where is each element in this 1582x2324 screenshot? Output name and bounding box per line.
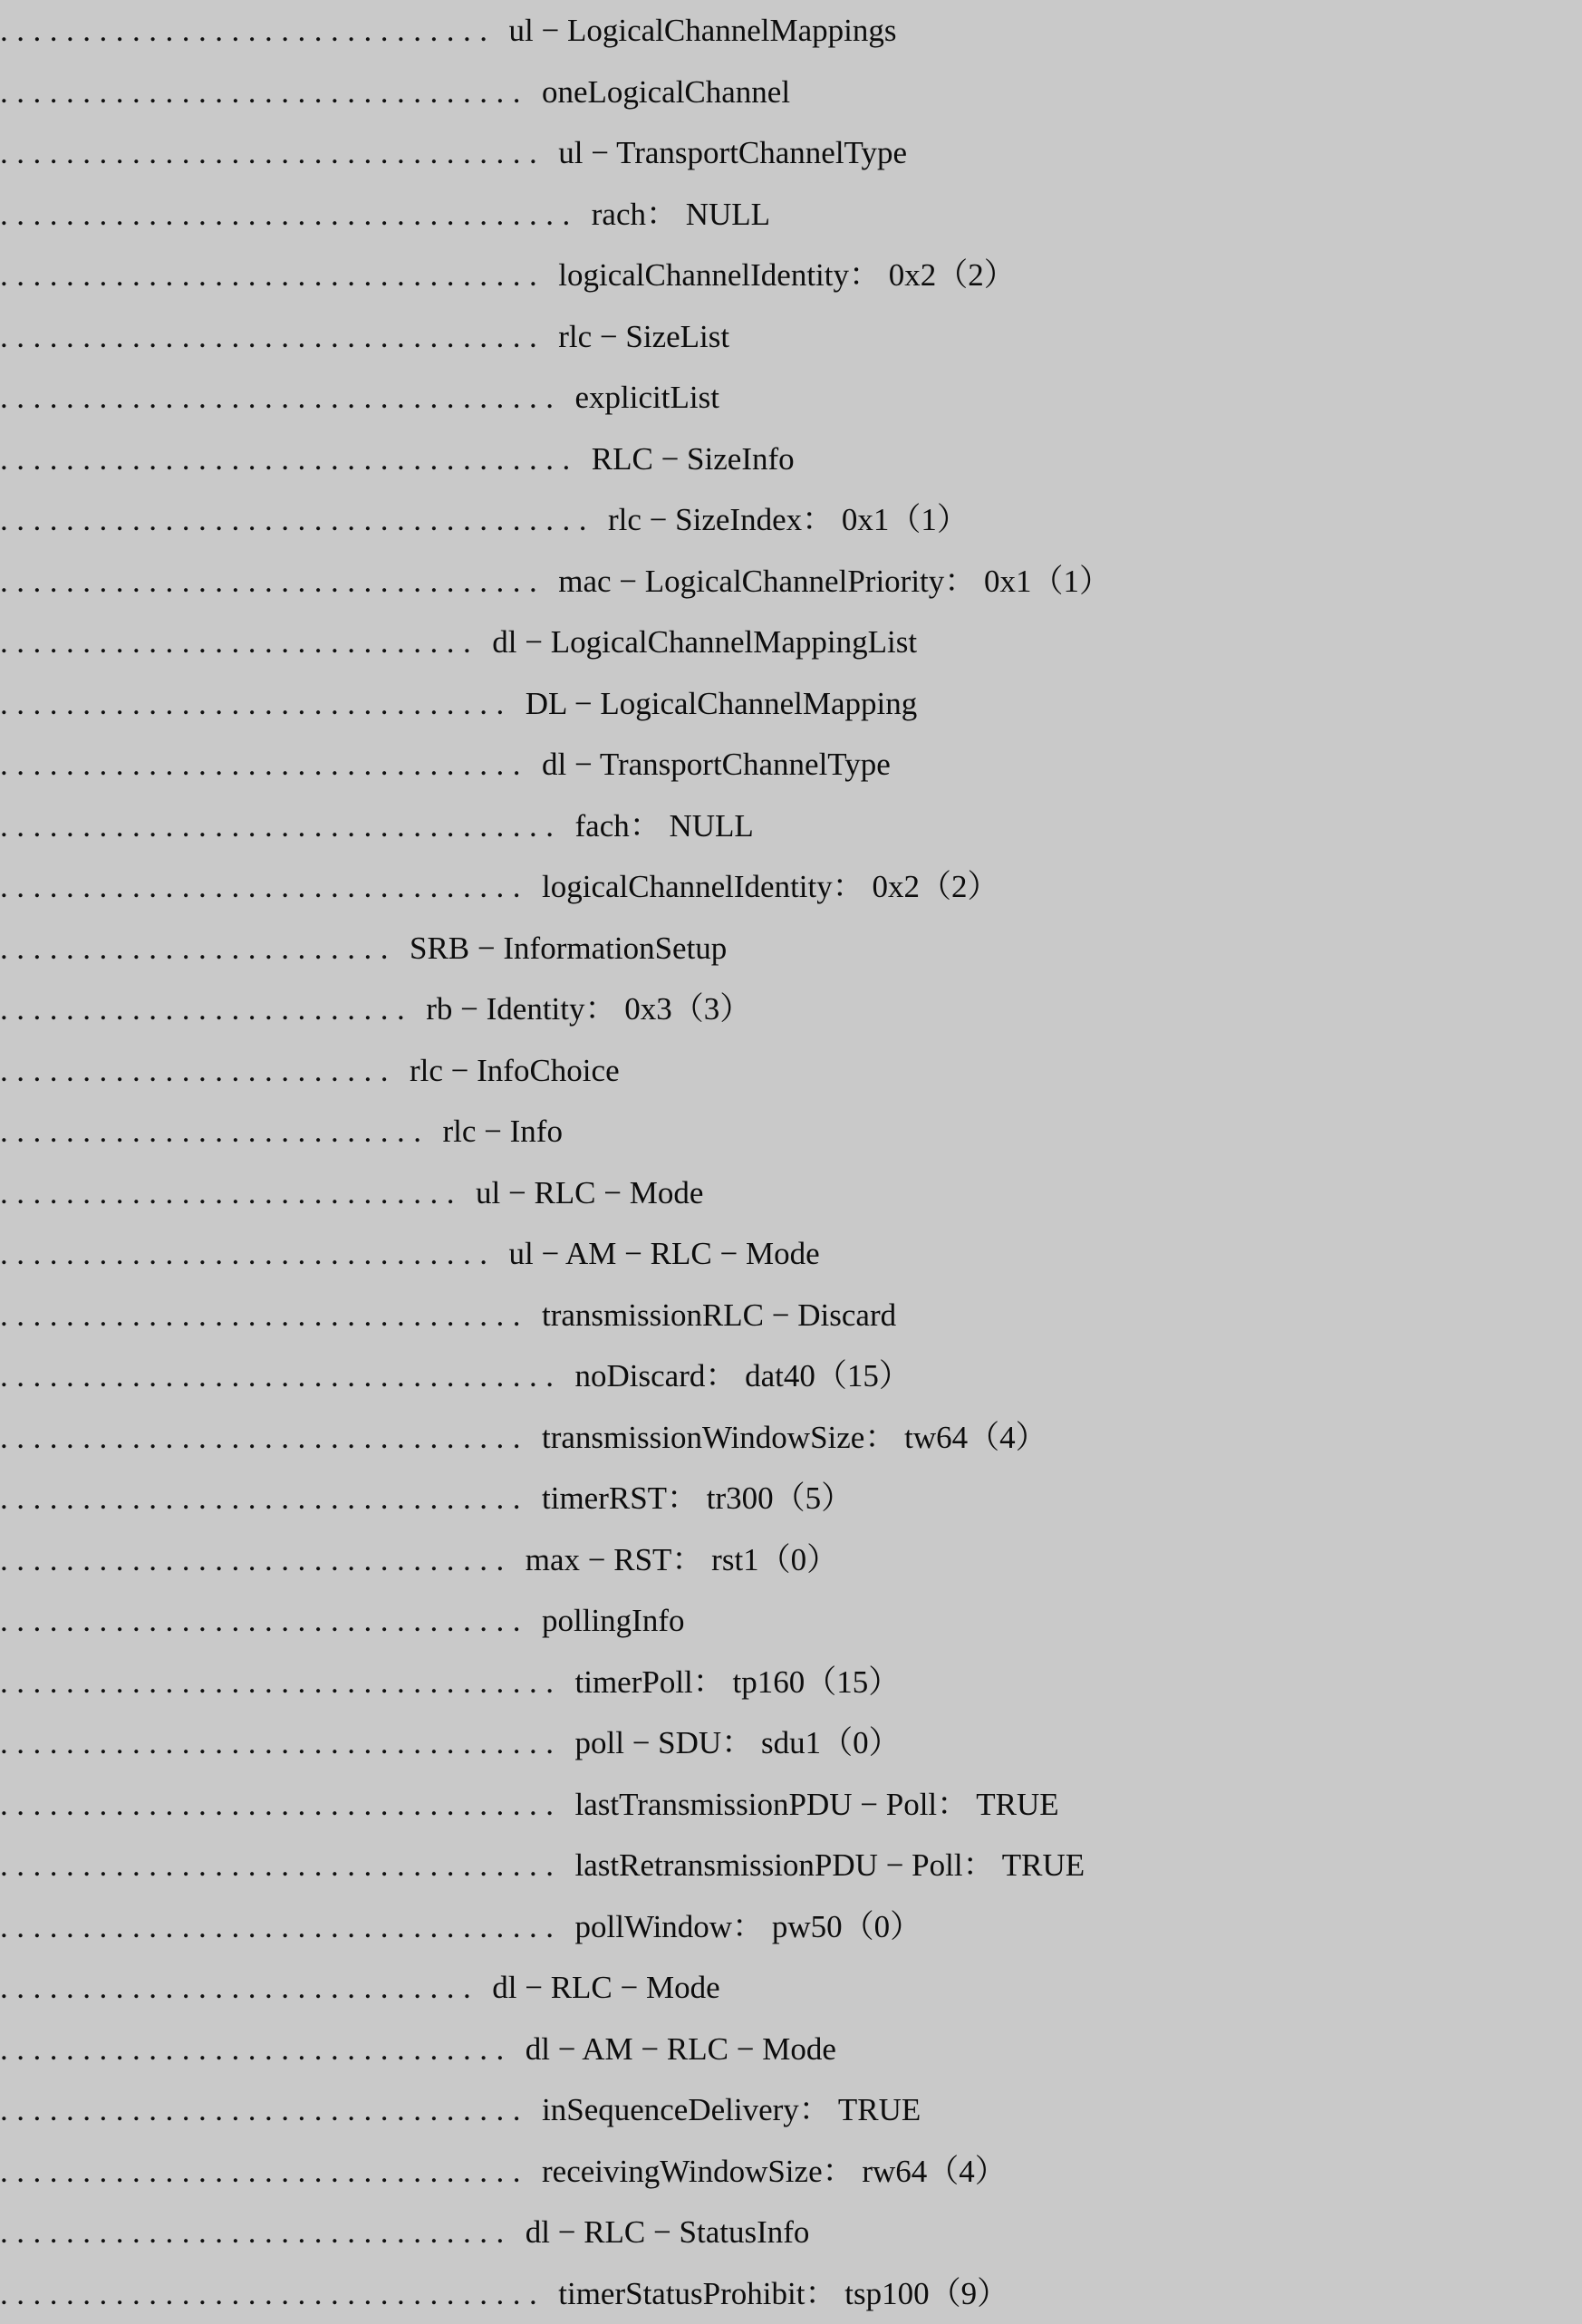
trace-line bbox=[0, 1896, 1582, 1958]
trace-line-label: lastTransmissionPDU − Poll： TRUE bbox=[563, 1774, 1059, 1836]
trace-line-label: inSequenceDelivery： TRUE bbox=[529, 2079, 921, 2141]
trace-line bbox=[0, 367, 1582, 429]
trace-line-indent-dots: .................................... bbox=[0, 489, 595, 551]
trace-line-indent-dots: ................................... bbox=[0, 184, 579, 246]
trace-line-label: logicalChannelIdentity： 0x2（2） bbox=[529, 856, 999, 918]
trace-line-indent-dots: ................................ bbox=[0, 1285, 529, 1346]
trace-line bbox=[0, 734, 1582, 796]
trace-line bbox=[0, 1101, 1582, 1162]
trace-line-indent-dots: ........................ bbox=[0, 918, 397, 979]
trace-line bbox=[0, 1712, 1582, 1774]
trace-line-indent-dots: ................................ bbox=[0, 2079, 529, 2141]
trace-line bbox=[0, 1407, 1582, 1469]
trace-line-indent-dots: ................................ bbox=[0, 734, 529, 796]
trace-line-indent-dots: .................................. bbox=[0, 1774, 563, 1836]
trace-line bbox=[0, 489, 1582, 551]
trace-line bbox=[0, 796, 1582, 857]
trace-line-label: transmissionWindowSize： tw64（4） bbox=[529, 1407, 1047, 1469]
trace-line-indent-dots: .................................. bbox=[0, 796, 563, 857]
trace-line-label: dl − TransportChannelType bbox=[529, 734, 891, 796]
trace-line-label: rlc − SizeIndex： 0x1（1） bbox=[595, 489, 969, 551]
trace-line-label: explicitList bbox=[563, 367, 719, 429]
trace-line bbox=[0, 122, 1582, 184]
trace-line bbox=[0, 1345, 1582, 1407]
trace-line bbox=[0, 551, 1582, 612]
trace-line-indent-dots: .................................. bbox=[0, 1835, 563, 1896]
trace-line bbox=[0, 62, 1582, 123]
trace-line-indent-dots: .................................. bbox=[0, 1345, 563, 1407]
trace-line bbox=[0, 979, 1582, 1040]
trace-line bbox=[0, 612, 1582, 673]
trace-line-label: RLC − SizeInfo bbox=[579, 429, 795, 490]
trace-line bbox=[0, 1835, 1582, 1896]
trace-line bbox=[0, 1652, 1582, 1713]
trace-line-label: rlc − InfoChoice bbox=[397, 1040, 620, 1102]
trace-line-label: dl − AM − RLC − Mode bbox=[513, 2019, 836, 2080]
trace-line-label: oneLogicalChannel bbox=[529, 62, 790, 123]
trace-line-indent-dots: ................................. bbox=[0, 551, 545, 612]
trace-line-label: ul − RLC − Mode bbox=[463, 1162, 703, 1224]
trace-line bbox=[0, 245, 1582, 306]
trace-line bbox=[0, 918, 1582, 979]
trace-line-indent-dots: ................................ bbox=[0, 856, 529, 918]
trace-line bbox=[0, 2202, 1582, 2263]
trace-line-indent-dots: ................................ bbox=[0, 2141, 529, 2203]
trace-line-indent-dots: ................................ bbox=[0, 1407, 529, 1469]
trace-line bbox=[0, 1285, 1582, 1346]
trace-line-label: rach： NULL bbox=[579, 184, 770, 246]
trace-line bbox=[0, 1529, 1582, 1591]
trace-line-indent-dots: ........................ bbox=[0, 1040, 397, 1102]
trace-line-label: timerStatusProhibit： tsp100（9） bbox=[545, 2263, 1008, 2324]
trace-line-indent-dots: .................................. bbox=[0, 1896, 563, 1958]
trace-line-indent-dots: ............................... bbox=[0, 673, 513, 735]
trace-line bbox=[0, 429, 1582, 490]
trace-line-label: logicalChannelIdentity： 0x2（2） bbox=[545, 245, 1016, 306]
trace-line-indent-dots: ................................. bbox=[0, 122, 545, 184]
trace-line-label: ul − TransportChannelType bbox=[545, 122, 907, 184]
trace-line-indent-dots: ................................. bbox=[0, 2263, 545, 2324]
trace-line-indent-dots: ................................... bbox=[0, 429, 579, 490]
trace-line-label: dl − RLC − StatusInfo bbox=[513, 2202, 810, 2263]
trace-line-indent-dots: ............................... bbox=[0, 2019, 513, 2080]
trace-line-label: lastRetransmissionPDU − Poll： TRUE bbox=[563, 1835, 1085, 1896]
trace-line-indent-dots: ................................. bbox=[0, 306, 545, 368]
trace-line-label: pollingInfo bbox=[529, 1590, 684, 1652]
trace-line-indent-dots: ................................ bbox=[0, 1468, 529, 1529]
trace-line bbox=[0, 673, 1582, 735]
trace-line-label: rlc − Info bbox=[430, 1101, 563, 1162]
trace-line bbox=[0, 306, 1582, 368]
trace-line bbox=[0, 2141, 1582, 2203]
trace-line-label: timerRST： tr300（5） bbox=[529, 1468, 853, 1529]
trace-line-label: DL − LogicalChannelMapping bbox=[513, 673, 918, 735]
trace-line bbox=[0, 2079, 1582, 2141]
trace-line-label: timerPoll： tp160（15） bbox=[563, 1652, 901, 1713]
trace-line bbox=[0, 184, 1582, 246]
trace-line-label: ul − AM − RLC − Mode bbox=[497, 1223, 820, 1285]
trace-line-indent-dots: .................................. bbox=[0, 1652, 563, 1713]
trace-line bbox=[0, 2019, 1582, 2080]
trace-line-label: max − RST： rst1（0） bbox=[513, 1529, 838, 1591]
trace-line-indent-dots: ............................... bbox=[0, 2202, 513, 2263]
trace-line bbox=[0, 1957, 1582, 2019]
trace-line-label: ul − LogicalChannelMappings bbox=[497, 0, 897, 62]
trace-line-indent-dots: ......................... bbox=[0, 979, 413, 1040]
trace-line-label: rlc − SizeList bbox=[545, 306, 729, 368]
trace-line-indent-dots: .................................. bbox=[0, 1712, 563, 1774]
trace-line-label: pollWindow： pw50（0） bbox=[563, 1896, 922, 1958]
trace-line-indent-dots: ............................... bbox=[0, 1529, 513, 1591]
trace-line-label: poll − SDU： sdu1（0） bbox=[563, 1712, 901, 1774]
trace-line bbox=[0, 2263, 1582, 2324]
trace-line-label: mac − LogicalChannelPriority： 0x1（1） bbox=[545, 551, 1111, 612]
trace-line bbox=[0, 1162, 1582, 1224]
trace-line bbox=[0, 1468, 1582, 1529]
trace-line-label: receivingWindowSize： rw64（4） bbox=[529, 2141, 1007, 2203]
trace-line-indent-dots: ................................. bbox=[0, 245, 545, 306]
trace-line-label: dl − LogicalChannelMappingList bbox=[479, 612, 917, 673]
trace-line bbox=[0, 856, 1582, 918]
trace-line bbox=[0, 1590, 1582, 1652]
trace-line-indent-dots: ............................ bbox=[0, 1162, 463, 1224]
trace-line bbox=[0, 1774, 1582, 1836]
trace-line-indent-dots: .......................... bbox=[0, 1101, 430, 1162]
trace-line-label: rb − Identity： 0x3（3） bbox=[413, 979, 751, 1040]
trace-line-indent-dots: ................................ bbox=[0, 1590, 529, 1652]
trace-line-indent-dots: .............................. bbox=[0, 0, 497, 62]
trace-line-label: fach： NULL bbox=[563, 796, 754, 857]
trace-line bbox=[0, 0, 1582, 62]
trace-line-indent-dots: ............................. bbox=[0, 612, 479, 673]
trace-line-label: noDiscard： dat40（15） bbox=[563, 1345, 911, 1407]
trace-line-indent-dots: ............................. bbox=[0, 1957, 479, 2019]
trace-line-label: transmissionRLC − Discard bbox=[529, 1285, 896, 1346]
trace-line bbox=[0, 1223, 1582, 1285]
trace-line-indent-dots: .................................. bbox=[0, 367, 563, 429]
trace-line-indent-dots: ................................ bbox=[0, 62, 529, 123]
trace-line-indent-dots: .............................. bbox=[0, 1223, 497, 1285]
trace-line bbox=[0, 1040, 1582, 1102]
trace-line-label: SRB − InformationSetup bbox=[397, 918, 727, 979]
trace-line-label: dl − RLC − Mode bbox=[479, 1957, 719, 2019]
